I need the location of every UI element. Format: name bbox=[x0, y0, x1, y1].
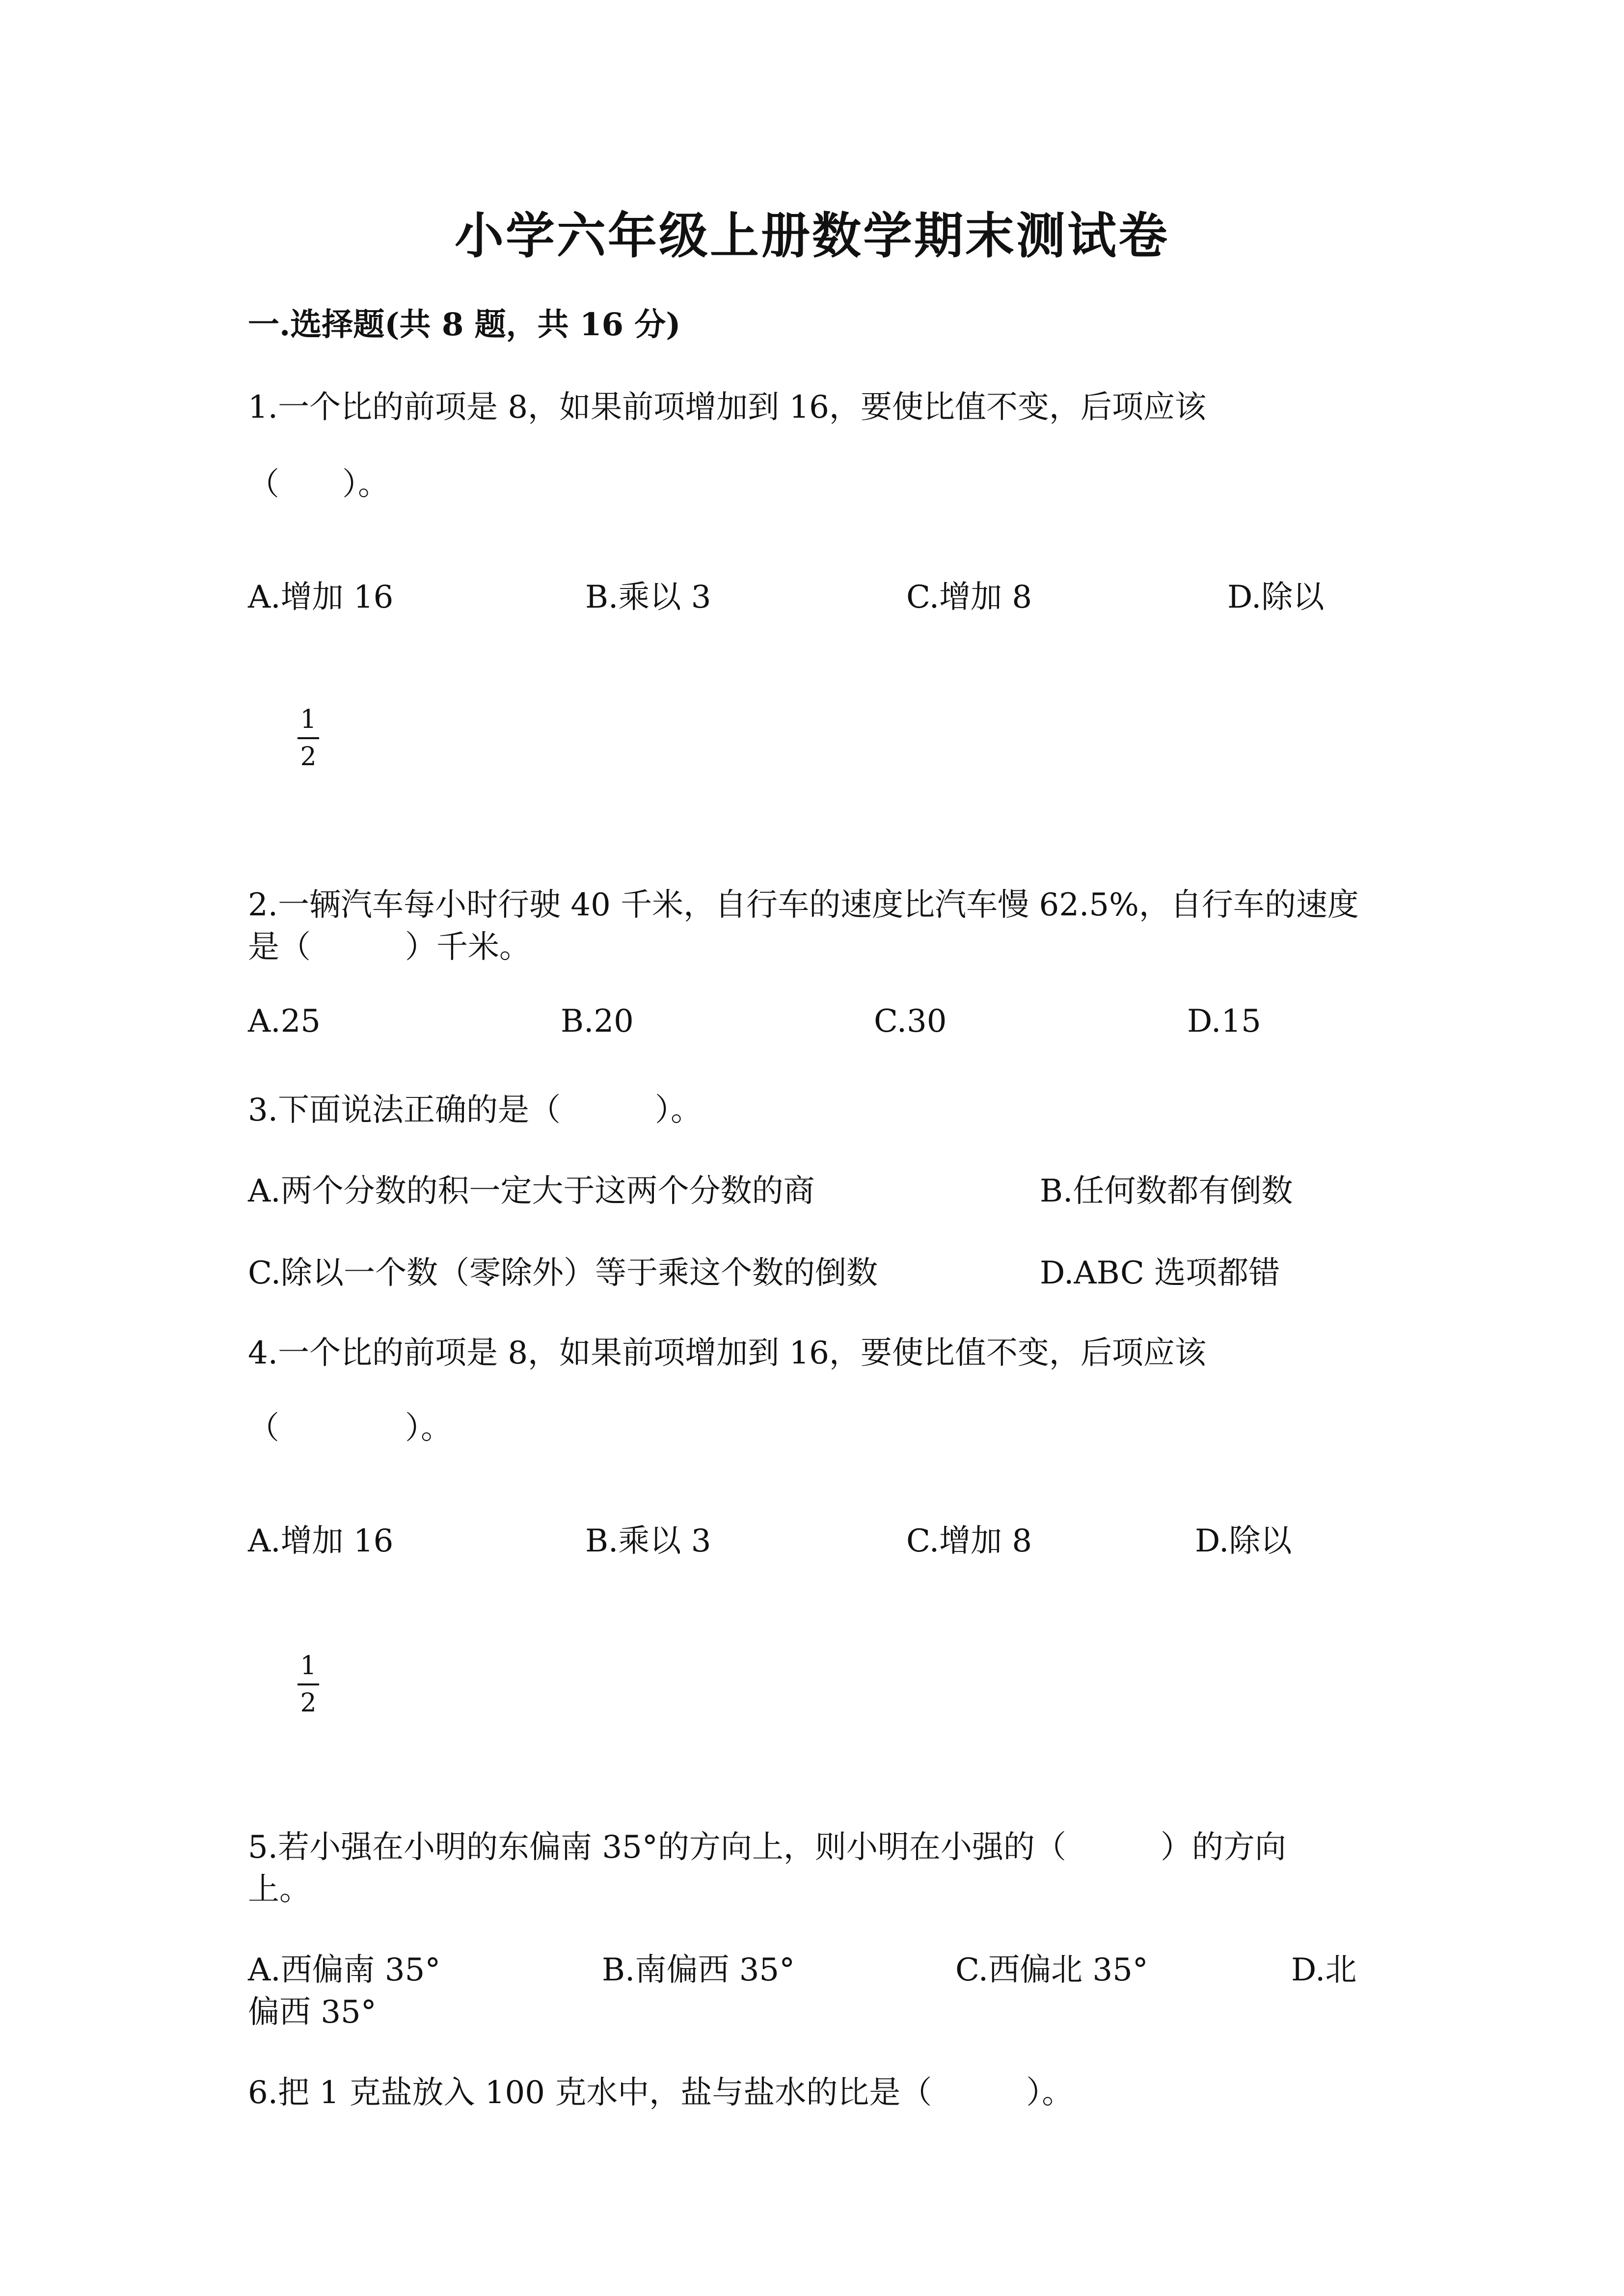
fraction-bar bbox=[298, 1683, 319, 1685]
question-1-stem-blank: （ ）。 bbox=[248, 466, 389, 503]
question-1-option-b: B.乘以 3 bbox=[585, 579, 711, 615]
question-2-option-b: B.20 bbox=[561, 1003, 634, 1040]
question-3-stem: 3.下面说法正确的是（ ）。 bbox=[248, 1092, 703, 1128]
question-4-option-c: C.增加 8 bbox=[906, 1523, 1032, 1559]
question-1-option-c: C.增加 8 bbox=[906, 579, 1032, 615]
question-5-stem-cont: 上。 bbox=[248, 1871, 311, 1908]
question-4-fraction bbox=[298, 1653, 319, 1721]
fraction-denominator: 2 bbox=[300, 1688, 317, 1718]
question-3-option-c: C.除以一个数（零除外）等于乘这个数的倒数 bbox=[248, 1255, 878, 1291]
question-2-option-c: C.30 bbox=[874, 1003, 947, 1040]
question-4-option-a: A.增加 16 bbox=[248, 1523, 394, 1559]
fraction-numerator: 1 bbox=[300, 1651, 317, 1681]
section-heading: 一.选择题(共 8 题，共 16 分) bbox=[248, 306, 681, 343]
question-2-stem: 2.一辆汽车每小时行驶 40 千米，自行车的速度比汽车慢 62.5%，自行车的速度 bbox=[248, 887, 1359, 923]
question-1-option-d: D.除以 bbox=[1227, 579, 1325, 615]
page-title: 小学六年级上册数学期末测试卷 bbox=[455, 207, 1169, 265]
question-5-option-c: C.西偏北 35° bbox=[955, 1952, 1148, 1988]
question-3-option-a: A.两个分数的积一定大于这两个分数的商 bbox=[248, 1173, 815, 1209]
question-4-option-b: B.乘以 3 bbox=[585, 1523, 711, 1559]
fraction-bar bbox=[298, 737, 319, 739]
question-5-option-b: B.南偏西 35° bbox=[602, 1952, 795, 1988]
question-5-stem: 5.若小强在小明的东偏南 35°的方向上，则小明在小强的（ ）的方向 bbox=[248, 1829, 1286, 1866]
question-4-stem-blank: （ ）。 bbox=[248, 1410, 452, 1446]
question-3-option-b: B.任何数都有倒数 bbox=[1040, 1173, 1293, 1209]
question-1-stem: 1.一个比的前项是 8，如果前项增加到 16，要使比值不变，后项应该 bbox=[248, 389, 1206, 426]
question-1-fraction bbox=[298, 707, 319, 774]
fraction-denominator: 2 bbox=[300, 742, 317, 772]
question-5-option-a: A.西偏南 35° bbox=[248, 1952, 441, 1988]
question-5-option-d-wrap: 偏西 35° bbox=[248, 1994, 377, 2030]
question-1-option-a: A.增加 16 bbox=[248, 579, 394, 615]
fraction-numerator: 1 bbox=[300, 705, 317, 734]
question-3-option-d: D.ABC 选项都错 bbox=[1040, 1255, 1280, 1291]
question-2-stem-cont: 是（ ）千米。 bbox=[248, 929, 531, 965]
question-4-option-d: D.除以 bbox=[1195, 1523, 1292, 1559]
question-6-stem: 6.把 1 克盐放入 100 克水中，盐与盐水的比是（ ）。 bbox=[248, 2075, 1074, 2111]
question-5-option-d: D.北 bbox=[1291, 1952, 1357, 1988]
question-4-stem: 4.一个比的前项是 8，如果前项增加到 16，要使比值不变，后项应该 bbox=[248, 1335, 1206, 1371]
question-2-option-d: D.15 bbox=[1187, 1003, 1261, 1040]
question-2-option-a: A.25 bbox=[248, 1003, 321, 1040]
